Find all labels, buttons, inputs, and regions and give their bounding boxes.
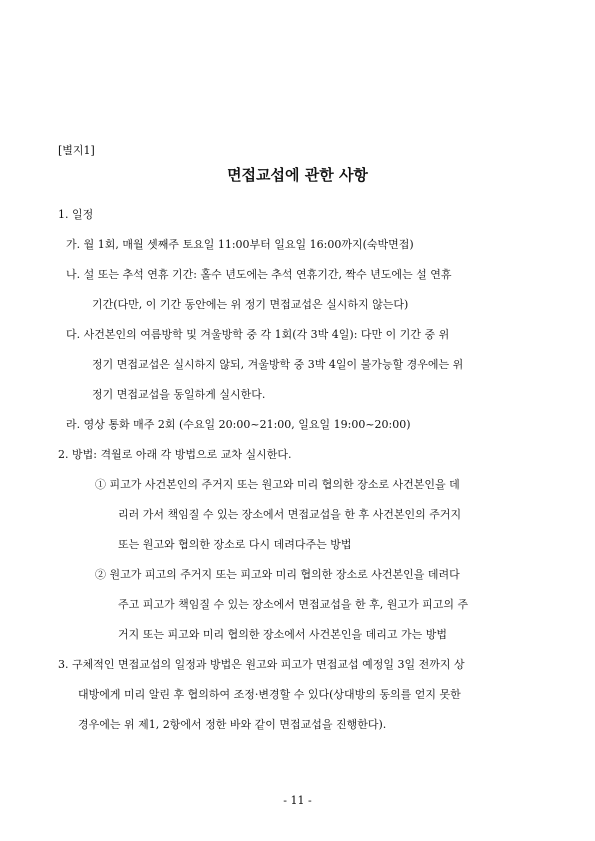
list-item: 나. 설 또는 추석 연휴 기간: 홀수 년도에는 추석 연휴기간, 짝수 년도에는 설 연휴 xyxy=(66,268,452,281)
list-item-continuation: 거지 또는 피고와 미리 협의한 장소에서 사건본인을 데리고 가는 방법 xyxy=(118,628,447,641)
list-item-continuation: 리러 가서 책임질 수 있는 장소에서 면접교섭을 한 후 사건본인의 주거지 xyxy=(118,508,462,521)
list-item-continuation: 주고 피고가 책임질 수 있는 장소에서 면접교섭을 한 후, 원고가 피고의 주 xyxy=(118,598,469,611)
section-heading: 3. 구체적인 면접교섭의 일정과 방법은 원고와 피고가 면접교섭 예정일 3일 전까지 상 xyxy=(58,658,465,671)
list-item-continuation: 또는 원고와 협의한 장소로 다시 데려다주는 방법 xyxy=(118,538,352,551)
paragraph-continuation: 경우에는 위 제1, 2항에서 정한 바와 같이 면접교섭을 진행한다). xyxy=(78,718,387,731)
attachment-label: [별지1] xyxy=(58,144,95,157)
list-item: ① 피고가 사건본인의 주거지 또는 원고와 미리 협의한 장소로 사건본인을 데 xyxy=(95,478,460,491)
list-item: 가. 월 1회, 매월 셋째주 토요일 11:00부터 일요일 16:00까지(숙박면접) xyxy=(66,238,414,251)
page-number: - 11 - xyxy=(283,794,312,807)
section-heading: 2. 방법: 격월로 아래 각 방법으로 교차 실시한다. xyxy=(58,448,292,461)
list-item: ② 원고가 피고의 주거지 또는 피고와 미리 협의한 장소로 사건본인을 데려다 xyxy=(95,568,460,581)
list-item-continuation: 정기 면접교섭을 동일하게 실시한다. xyxy=(92,388,266,401)
list-item: 라. 영상 통화 매주 2회 (수요일 20:00~21:00, 일요일 19:00~20:00) xyxy=(66,418,411,431)
section-heading: 1. 일정 xyxy=(58,208,94,221)
list-item-continuation: 정기 면접교섭은 실시하지 않되, 겨울방학 중 3박 4일이 불가능할 경우에는 위 xyxy=(92,358,464,371)
paragraph-continuation: 대방에게 미리 알린 후 협의하여 조정·변경할 수 있다(상대방의 동의를 얻지 못한 xyxy=(78,688,461,701)
list-item: 다. 사건본인의 여름방학 및 겨울방학 중 각 1회(각 3박 4일): 다만 이 기간 중 위 xyxy=(66,328,450,341)
document-title: 면접교섭에 관한 사항 xyxy=(227,166,368,184)
list-item-continuation: 기간(다만, 이 기간 동안에는 위 정기 면접교섭은 실시하지 않는다) xyxy=(92,298,409,311)
